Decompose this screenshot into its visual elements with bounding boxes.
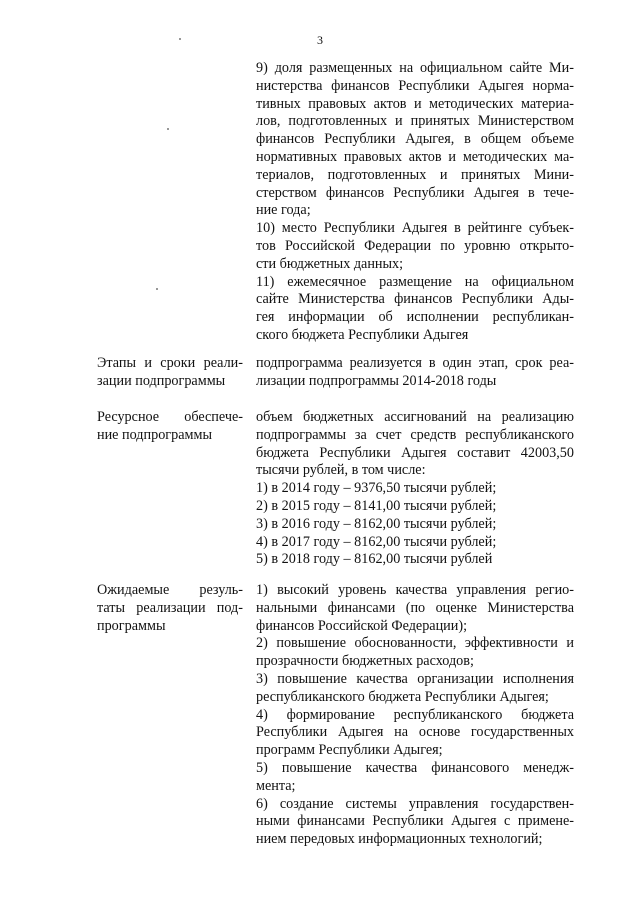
scan-speck — [179, 38, 181, 40]
text-line: тивных правовых актов и методических материа- — [256, 95, 574, 112]
text-line: Республики Адыгея на основе государственных — [256, 724, 574, 741]
resources-label — [97, 409, 243, 445]
text-line: 1) высокий уровень качества управления регио- — [256, 582, 574, 598]
text-line: Ресурсное обеспече- — [97, 409, 243, 425]
text-line: нием передовых информационных технологий; — [256, 831, 543, 848]
text-line: 2) в 2015 году – 8141,00 тысячи рублей; — [256, 497, 497, 514]
text-line: бюджета Республики Адыгея составит 42003,50 — [256, 444, 574, 461]
text-line: сти бюджетных данных; — [256, 255, 404, 272]
text-line: нормативных правовых актов и методических ма- — [256, 148, 574, 165]
text-line: подпрограммы за счет средств республиканского — [256, 426, 574, 443]
results-value — [256, 582, 574, 849]
stages-value — [256, 355, 574, 391]
results-label — [97, 582, 243, 635]
text-line: 5) повышение качества финансового менедж- — [256, 759, 574, 776]
text-line: объем бюджетных ассигнований на реализацию — [256, 409, 574, 425]
text-line: прозрачности бюджетных расходов; — [256, 653, 474, 670]
text-line: зации подпрограммы — [97, 372, 226, 389]
text-line: 5) в 2018 году – 8162,00 тысячи рублей — [256, 551, 493, 568]
page-number: 3 — [317, 33, 323, 47]
text-line: Этапы и сроки реали- — [97, 355, 243, 371]
text-line: 3) в 2016 году – 8162,00 тысячи рублей; — [256, 515, 497, 532]
text-line: гея информации об исполнении республикан- — [256, 309, 574, 326]
text-line: териалов, подготовленных и принятых Мини- — [256, 166, 574, 183]
text-line: Ожидаемые резуль- — [97, 582, 243, 598]
text-line: 1) в 2014 году – 9376,50 тысячи рублей; — [256, 480, 497, 497]
text-line: финансов Российской Федерации); — [256, 617, 468, 634]
text-line: нальными финансами (по оценке Министерства — [256, 599, 574, 616]
text-line: стерством финансов Республики Адыгея в тече- — [256, 184, 574, 201]
text-line: ными финансами Республики Адыгея с примене- — [256, 813, 574, 830]
scan-speck — [167, 128, 169, 130]
text-line: лов, подготовленных и принятых Министерством — [256, 113, 574, 130]
text-line: сайте Министерства финансов Республики Ады- — [256, 291, 574, 308]
text-line: подпрограмма реализуется в один этап, срок реа- — [256, 355, 574, 371]
text-line: 2) повышение обоснованности, эффективности и — [256, 635, 574, 652]
text-line: тысячи рублей, в том числе: — [256, 462, 426, 479]
text-line: таты реализации под- — [97, 599, 243, 616]
text-line: ского бюджета Республики Адыгея — [256, 326, 469, 343]
text-line: тов Российской Федерации по уровню открыто- — [256, 237, 574, 254]
text-line: ние подпрограммы — [97, 426, 213, 443]
text-line: 11) ежемесячное размещение на официальном — [256, 273, 574, 290]
top-block — [256, 60, 574, 345]
text-line: нистерства финансов Республики Адыгея норма- — [256, 77, 574, 94]
text-line: ние года; — [256, 202, 311, 219]
text-line: 3) повышение качества организации исполнения — [256, 670, 574, 687]
text-line: 9) доля размещенных на официальном сайте Ми- — [256, 60, 574, 76]
text-line: 6) создание системы управления государствен- — [256, 795, 574, 812]
text-line: 4) формирование республиканского бюджета — [256, 706, 574, 723]
text-line: 4) в 2017 году – 8162,00 тысячи рублей; — [256, 533, 497, 550]
text-line: финансов Республики Адыгея, в общем объеме — [256, 131, 574, 148]
text-line: лизации подпрограммы 2014-2018 годы — [256, 372, 497, 389]
text-line: 10) место Республики Адыгея в рейтинге субъек- — [256, 220, 574, 237]
text-line: республиканского бюджета Республики Адыгея; — [256, 688, 549, 705]
text-line: мента; — [256, 777, 296, 794]
text-line: программы — [97, 617, 166, 634]
resources-value — [256, 409, 574, 569]
scan-speck — [156, 288, 158, 290]
text-line: программ Республики Адыгея; — [256, 742, 443, 759]
stages-label — [97, 355, 243, 391]
